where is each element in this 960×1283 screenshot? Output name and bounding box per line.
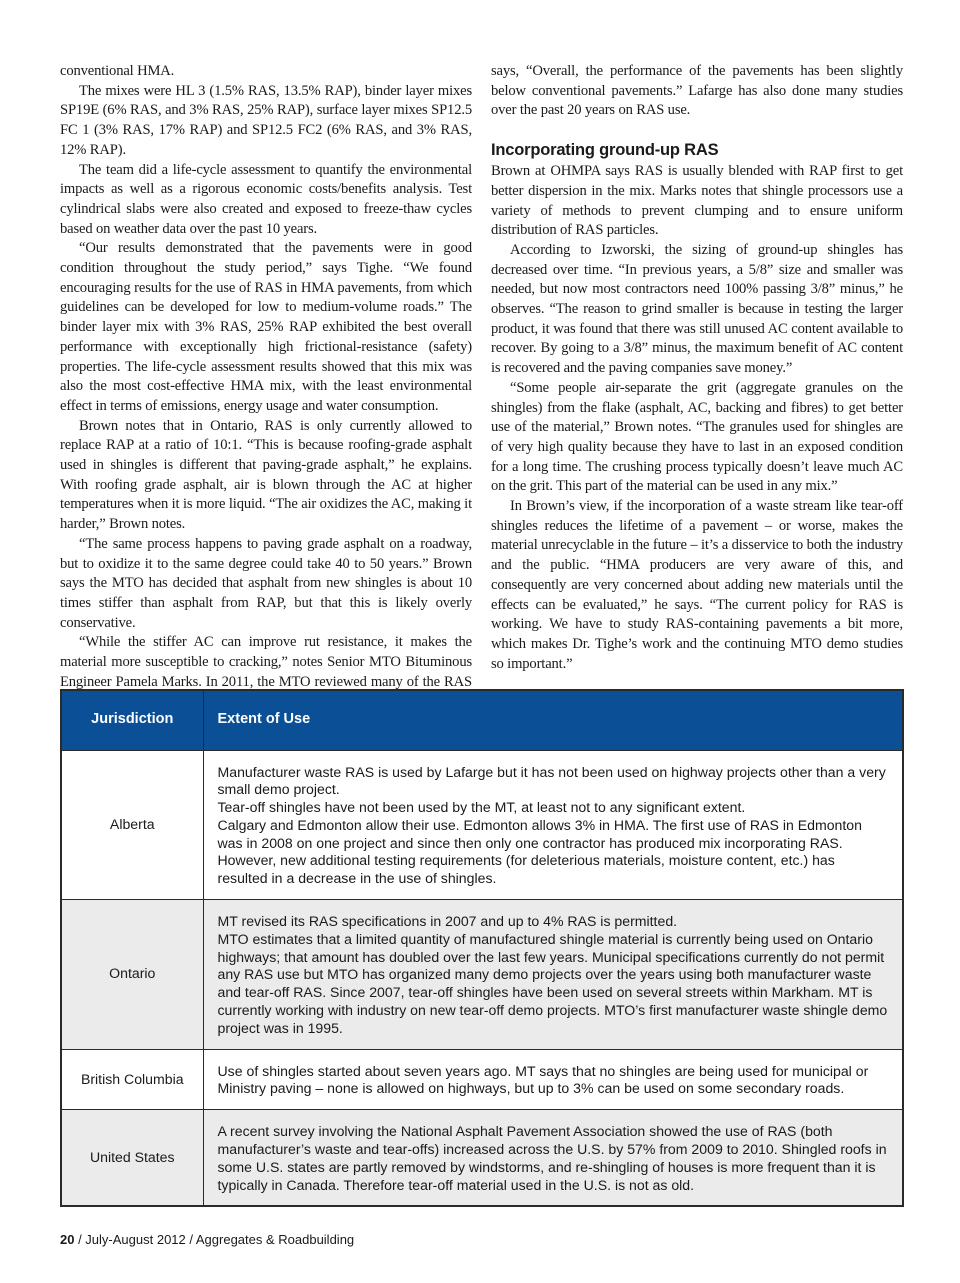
jurisdiction-header: Jurisdiction bbox=[61, 690, 203, 750]
body-paragraph: In Brown’s view, if the incorporation of a waste stream like tear-off shingles reduces the lifetime of a pavement – or worse, makes the material unrecyclable in the future – it’s a disservice to both the industry and the public. “HMA producers are very aware of this, and consequently are very concerned about adding new materials until the effects can be evaluated,” he says. “The current policy for RAS is working. We have to study RAS-containing pavements a bit more, which makes Dr. Tighe’s work and the continuing MTO demo studies so important.” bbox=[491, 498, 903, 672]
body-paragraph: “Our results demonstrated that the pavements were in good condition throughout the study period,” says Tighe. “We found encouraging results for the use of RAS in HMA pavements, from which guidelines can be developed for low to medium-volume roads.” The binder layer mix with 3% RAS, 25% RAP exhibited the best overall performance with exceptionally high frictional-resistance (safety) properties. The life-cycle assessment results showed that this mix was also the most cost-effective HMA mix, with the least environmental effect in terms of emissions, energy usage and water consumption. bbox=[60, 240, 472, 414]
right-text-column bbox=[491, 62, 903, 674]
section-heading: Incorporating ground-up RAS bbox=[491, 141, 719, 160]
publication-info: / July-August 2012 / Aggregates & Roadbuilding bbox=[74, 1232, 355, 1247]
right-column-body bbox=[491, 162, 903, 674]
table-row bbox=[61, 900, 903, 1050]
extent-line: Calgary and Edmonton allow their use. Edmonton allows 3% in HMA. The first use of RAS in Edmonton was in 2008 on one project and since then only one contractor has produced mix incorporating RAS. However, new additional testing requirements (for deleterious materials, moisture content, etc.) has resulted in a decrease in the use of shingles. bbox=[217, 816, 862, 887]
page-number: 20 bbox=[60, 1232, 75, 1247]
extent-line: Use of shingles started about seven years ago. MT says that no shingles are being used for municipal or Ministry paving – none is allowed on highways, but up to 3% can be used on some secondary roads. bbox=[217, 1062, 869, 1097]
jurisdiction-cell: Alberta bbox=[61, 750, 203, 900]
extent-cell bbox=[203, 750, 903, 900]
extent-line: MT revised its RAS specifications in 2007 and up to 4% RAS is permitted. bbox=[217, 913, 678, 930]
jurisdiction-cell: Ontario bbox=[61, 900, 203, 1050]
table-row bbox=[61, 1110, 903, 1207]
extent-line: Tear-off shingles have not been used by the MT, at least not to any significant extent. bbox=[217, 799, 746, 816]
body-paragraph: says, “Overall, the performance of the pavements has been slightly below conventional pavements.” Lafarge has also done many studies over the past 20 years on RAS use. bbox=[491, 63, 903, 119]
jurisdiction-cell: British Columbia bbox=[61, 1049, 203, 1110]
body-paragraph: “Some people air-separate the grit (aggregate granules on the shingles) from the flake (asphalt, AC, backing and fibres) to get better use of the material,” Brown notes. “The granules used for shingles are of very high quality because they have to last in an exposed condition for a long time. The crushing process typically doesn’t leave much AC on the grit. This part of the material can be used in any mix.” bbox=[491, 379, 903, 495]
left-text-column bbox=[60, 62, 472, 732]
page-footer bbox=[60, 1232, 354, 1247]
body-paragraph: Brown at OHMPA says RAS is usually blended with RAP first to get better dispersion in the mix. Marks notes that shingle processors use a variety of methods to prevent clumping and to ensure uniform distribution of RAS particles. bbox=[491, 163, 903, 239]
body-paragraph: According to Izworski, the sizing of ground-up shingles has decreased over time. “In previous years, a 5/8” size and smaller was needed, but now most contractors need 100% passing 3/8” minus,” he observes. “The reason to grind smaller is because in testing the larger product, it was found that there was still unused AC content available to recover. By going to a 3/8” minus, the maximum benefit of AC content is recovered and the paving companies save money.” bbox=[491, 241, 903, 377]
body-paragraph: The team did a life-cycle assessment to quantify the environmental impacts as well as a rigorous economic costs/benefits analysis. Test cylindrical slabs were also created and exposed to freeze-thaw cycles based on weather data over the past 10 years. bbox=[60, 161, 472, 237]
body-paragraph: The mixes were HL 3 (1.5% RAS, 13.5% RAP), binder layer mixes SP19E (6% RAS, and 3% RAS, 25% RAP), surface layer mixes SP12.5 FC 1 (3% RAS, 17% RAP) and SP12.5 FC2 (6% RAS, and 3% RAS, 12% RAP). bbox=[60, 82, 472, 158]
extent-line: Manufacturer waste RAS is used by Lafarge but it has not been used on highway projects other than a very small demo project. bbox=[217, 763, 886, 798]
table-body bbox=[61, 750, 903, 1206]
body-paragraph: Brown notes that in Ontario, RAS is only currently allowed to replace RAP at a ratio of 10:1. “This is because roofing-grade asphalt used in shingles is different that paving-grade asphalt,” he explains. With roofing grade asphalt, air is blown through the AC at higher temperatures when it is more liquid. “The air oxidizes the AC, making it harder,” Brown notes. bbox=[60, 417, 472, 533]
extent-header: Extent of Use bbox=[203, 690, 903, 750]
table-row bbox=[61, 1049, 903, 1110]
extent-cell bbox=[203, 900, 903, 1050]
extent-cell bbox=[203, 1110, 903, 1207]
table-header-row bbox=[61, 690, 903, 750]
extent-line: A recent survey involving the National Asphalt Pavement Association showed the use of RAS (both manufacturer’s waste and tear-offs) increased across the U.S. by 57% from 2009 to 2010. Shingled roofs in some U.S. states are partly removed by windstorms, and re-shingling of houses is more frequent than it is typically in Canada. Therefore tear-off material used in the U.S. is not as old. bbox=[217, 1123, 887, 1193]
right-column-lead bbox=[491, 62, 903, 121]
jurisdiction-cell: United States bbox=[61, 1110, 203, 1207]
body-paragraph: conventional HMA. bbox=[60, 63, 175, 79]
body-paragraph: “While the stiffer AC can improve rut resistance, it makes the material more susceptible to cracking,” notes Senior MTO Bituminous Engineer Pamela Marks. In 2011, the MTO reviewed many of the RAS bbox=[60, 634, 472, 690]
body-paragraph: “The same process happens to paving grade asphalt on a roadway, but to oxidize it to the same degree could take 40 to 50 years.” Brown says the MTO has decided that asphalt from new shingles is about 10 times stiffer than asphalt from RAP, but that this is likely overly conservative. bbox=[60, 535, 472, 631]
ras-use-table bbox=[60, 689, 904, 1207]
extent-cell bbox=[203, 1049, 903, 1110]
extent-line: MTO estimates that a limited quantity of manufactured shingle material is currently being used on Ontario highways; that amount has doubled over the last few years. Municipal specifications currently do not permit any RAS use but MTO has organized many demo projects over the years using both manufacturer waste and tear-off RAS. Since 2007, tear-off shingles have been used on several streets within Markham. MT is currently working with industry on new tear-off demo projects. MTO’s first manufacturer waste shingle demo project was in 1995. bbox=[217, 930, 888, 1036]
table-row bbox=[61, 750, 903, 900]
